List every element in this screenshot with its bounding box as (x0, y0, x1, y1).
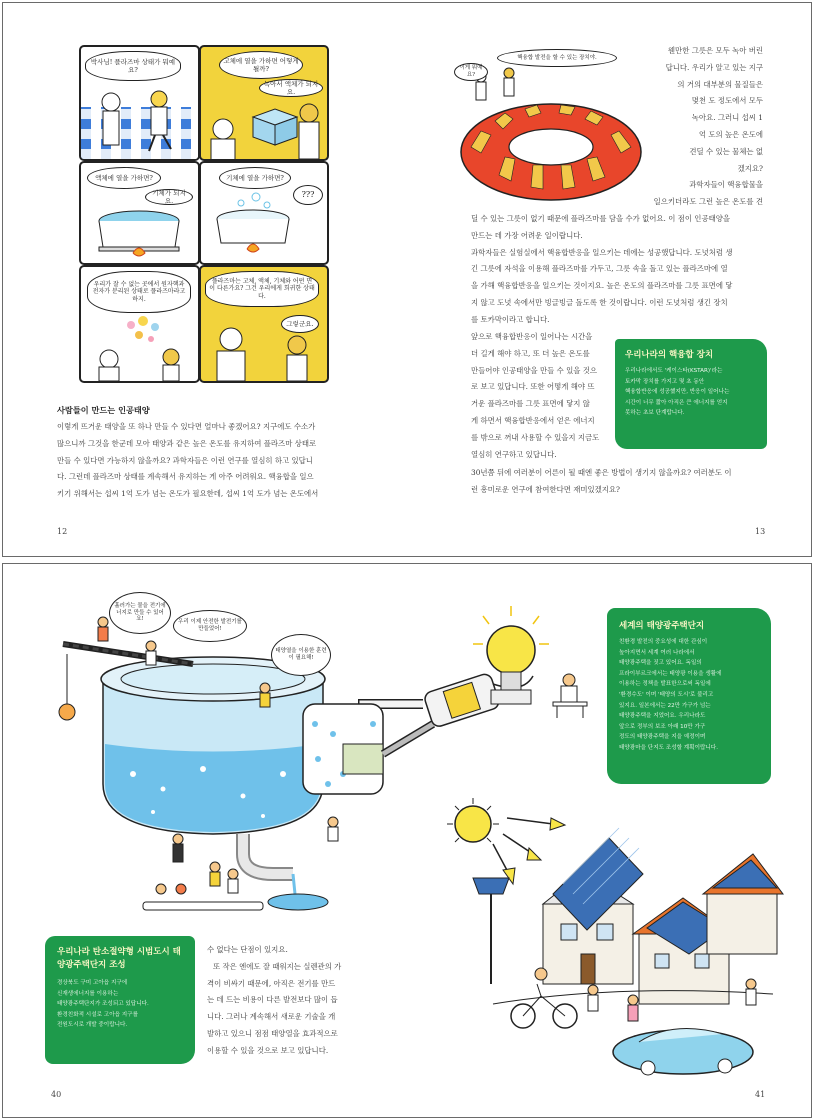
text-line: 억 도의 높은 온도에 (698, 129, 763, 139)
right-page-full-text (471, 211, 771, 329)
text-line: 만드는 데 가장 어려운 일이랍니다. (471, 230, 583, 240)
text-line: 열심히 연구하고 있답니다. (471, 449, 557, 459)
comic-bubble-1: 박사님! 플라즈마 상태가 뭐예요? (85, 51, 181, 81)
solar-village-illustration (433, 794, 793, 1094)
tokamak-bubble-answer: 핵융합 발전을 할 수 있는 장치야. (497, 49, 617, 67)
comic-bubble-5: 기체가 되지요. (145, 189, 193, 205)
text-line: 못하는 초보 단계랍니다. (625, 410, 685, 417)
comic-bubble-7: ??? (293, 185, 323, 205)
text-line: 발하고 있으니 점점 태양열을 효과적으로 (207, 1028, 338, 1038)
text-line: 를 밖으로 꺼내 사용할 수 있을지 지금도 (471, 432, 600, 442)
book-spread-bottom (2, 563, 812, 1118)
info-box-body (625, 366, 757, 419)
text-line: 많으니까 그것을 한군데 모아 태양과 같은 높은 온도를 유지하여 플라즈마 상태로 (57, 438, 317, 448)
text-line: 30년쯤 뒤에 여러분이 어른이 될 때엔 좋은 방법이 생기지 않을까요? 여러분도 이 (471, 468, 732, 477)
text-line: 이렇게 뜨거운 태양을 또 하나 만들 수 있다면 얼마나 좋겠어요? 지구에도 수소가 (57, 422, 316, 431)
info-box-solar-world (607, 608, 771, 784)
text-line: 겠지요? (737, 163, 763, 173)
text-line: 이용하는 정책을 발표한으로써 독일에 (619, 681, 711, 688)
text-line: 과학자들은 실험실에서 핵융합반응을 일으키는 데에는 성공했답니다. 도넛처럼 생 (471, 247, 733, 257)
page-number-right: 13 (755, 527, 766, 536)
text-line: 런 흥미로운 연구에 참여한다면 재미있겠지요? (471, 484, 621, 494)
comic-panel-1 (79, 45, 200, 161)
text-line: 핵융합반응에 성공했지만, 반응이 일어나는 (625, 389, 730, 396)
comic-bubble-2: 고체에 열을 가하면 어떻게 될까? (219, 51, 303, 79)
text-line: 로 보고 있답니다. 또한 어떻게 해야 뜨 (471, 382, 595, 392)
reader-illustration (551, 670, 591, 720)
text-line: 수 없다는 단점이 있지요. (207, 945, 288, 954)
text-line: 다. 그런데 플라즈마 상태를 계속해서 유지하는 게 아주 어려워요. 핵융합을 일으 (57, 472, 314, 482)
text-line: 몇천 도 정도에서 모두 (691, 96, 763, 106)
text-line: 녹아요. 그러니 섭씨 1 (691, 113, 763, 123)
page-number-left: 40 (51, 1090, 62, 1099)
text-line: 친환경 발전의 중요성에 대한 관심이 (619, 639, 708, 645)
comic-bubble-3: 녹아서 액체가 되지요. (259, 79, 323, 97)
comic-bubble-6: 기체에 열을 가하면? (219, 167, 291, 189)
text-line: 전원도시로 개발 중이랍니다. (57, 1022, 128, 1029)
comic-bubble-8: 우리가 잘 수 없는 곳에서 원자핵과 전자가 분리된 상태로 플라즈마라고 하지. (87, 271, 191, 313)
text-line: 우리나라에서도 '케이스타(KSTAR)'라는 (625, 368, 723, 374)
text-line: 앞으로 정부의 보조 아래 10만 가구 (619, 723, 706, 730)
text-line: 신재생에너지를 이용하는 (57, 990, 119, 997)
comic-panel-5 (79, 265, 200, 383)
book-spread-top (2, 2, 812, 557)
text-line: 거운 플라즈마를 그릇 표면에 닿지 않 (471, 399, 590, 409)
text-line: 일으키더라도 그런 높은 온도를 견 (653, 197, 763, 207)
text-line: 환경친화적 시설로 고아읍 지구를 (57, 1011, 138, 1018)
text-line: 딜 수 있는 그릇이 없기 때문에 플라즈마를 담을 수가 없어요. 이 점이 인공태양을 (471, 214, 731, 223)
text-line: 있지요. 일본에서는 22만 가구가 넘는 (619, 702, 711, 709)
comic-bubble-4: 액체에 열을 가하면? (87, 167, 161, 189)
hydro-bubble-3: 태양열을 이용한 훈련이 필요해! (271, 634, 331, 676)
text-line: 태양광마을 단지도 조성할 계획이랍니다. (619, 744, 718, 751)
comic-panel-6 (199, 265, 329, 383)
text-line: 의 거의 대부분의 물질들은 (677, 79, 763, 89)
comic-panel-2 (199, 45, 329, 161)
section-heading: 사람들이 만드는 인공태양 (57, 405, 150, 415)
page-number-right: 41 (755, 1090, 766, 1099)
text-line: 격이 비싸기 때문에, 아직은 전기를 만드 (207, 978, 336, 988)
right-page-top-text (603, 43, 763, 211)
text-line: 지 않고 도넛 속에서만 빙글빙글 돌도록 한 것이랍니다. 이런 도넛처럼 생긴 장치 (471, 297, 728, 307)
text-line: 니다. 그러나 계속해서 새로운 기술을 개 (207, 1012, 336, 1022)
text-line: 만들어야 인공태양을 만들 수 있을 것으 (471, 365, 597, 375)
text-line: 키기 위해서는 섭씨 1억 도가 넘는 온도가 필요한데, 섭씨 1억 도가 넘는 온도에서 (57, 489, 319, 499)
info-box-kstar (615, 339, 767, 449)
text-line: 게 하면서 핵융합반응에서 얻은 에너지 (471, 415, 595, 425)
text-line: 이용할 수 있을 것으로 보고 있답니다. (207, 1045, 329, 1055)
comic-bubble-9: 플라즈마는 고체, 액체, 기체와 어떤 면이 다른가요? 그건 우리에게 희귀한 상태다. (205, 271, 319, 307)
text-line: 만들 수 있다면 가능하지 않을까요? 과학자들은 이런 연구를 열심히 하고 있답니 (57, 455, 313, 465)
comic-bubble-10: 그렇군요. (281, 315, 319, 333)
text-line: 을 가해 핵융합반응을 일으키는 것이지요. 높은 온도의 플라즈마를 그릇 표면에 닿 (471, 281, 733, 291)
right-page-bottom-text (471, 465, 771, 499)
text-line: '환경수도' 이며 '태양의 도시'로 불리고 (619, 691, 714, 698)
text-line: 답니다. 우리가 알고 있는 지구 (665, 62, 763, 72)
left-page-body (57, 419, 357, 503)
hydro-bubble-2: 우리 이제 안전한 발전기를 만들었어! (173, 610, 247, 642)
info-box-title: 세계의 태양광주택단지 (619, 621, 705, 631)
text-line: 견딜 수 있는 물체는 없 (689, 146, 763, 156)
text-line: 긴 그릇에 자석을 이용해 플라즈마를 가두고, 그릇 속을 돌고 있는 플라즈마에 열 (471, 264, 728, 274)
text-line: 또 작은 엔에도 잘 때워지는 실렌관의 가 (213, 961, 342, 971)
text-line: 시간이 너무 짧아 아직은 큰 에너지를 얻지 (625, 399, 728, 406)
text-line: 경상북도 구미 고아읍 지구에 (57, 980, 128, 986)
info-box-body (619, 637, 759, 754)
left-page-body (207, 942, 367, 1060)
info-box-title: 우리나라의 핵융합 장치 (625, 350, 714, 360)
right-page-narrow-text (471, 329, 611, 463)
text-line: 높아지면서 세계 여러 나라에서 (619, 649, 695, 656)
info-box-title: 우리나라 탄소절약형 시범도시 태양광주택단지 조성 (57, 947, 181, 970)
text-line: 과학자들이 핵융합물을 (689, 180, 763, 190)
info-box-korea-solar (45, 936, 195, 1064)
text-line: 를 토카막이라고 합니다. (471, 314, 550, 324)
hydro-bubble-1: 흘러가는 물을 전기에너지로 만들 수 있어요! (109, 592, 171, 634)
text-line: 정도의 태양광주택을 지을 예정이며 (619, 734, 706, 741)
text-line: 태양광주택을 짓고 있어요. 독일의 (619, 660, 702, 667)
comic-panel-3 (79, 161, 200, 265)
text-line: 프라이부르크에서는 태양광 이용을 생활에 (619, 670, 722, 677)
text-line: 앞으로 핵융합반응이 일어나는 시간을 (471, 332, 593, 341)
text-line: 는 데 드는 비용이 다른 발전보다 많이 듭 (207, 995, 338, 1005)
page-number-left: 12 (57, 527, 68, 536)
light-bulb-icon (471, 602, 551, 722)
comic-panel-4 (199, 161, 329, 265)
text-line: 태양광주택단지가 조성되고 있답니다. (57, 1001, 149, 1008)
text-line: 웬만한 그릇은 모두 녹아 버린 (667, 46, 763, 55)
comic-strip (79, 43, 329, 383)
text-line: 토카막 장치를 가지고 몇 초 동안 (625, 378, 705, 385)
text-line: 태양광주택을 지었어요. 우리나라도 (619, 713, 706, 720)
text-line: 더 길게 해야 하고, 또 더 높은 온도를 (471, 348, 590, 358)
info-box-body (57, 978, 183, 1031)
tokamak-bubble-question: 이게 뭐예요? (454, 63, 488, 81)
